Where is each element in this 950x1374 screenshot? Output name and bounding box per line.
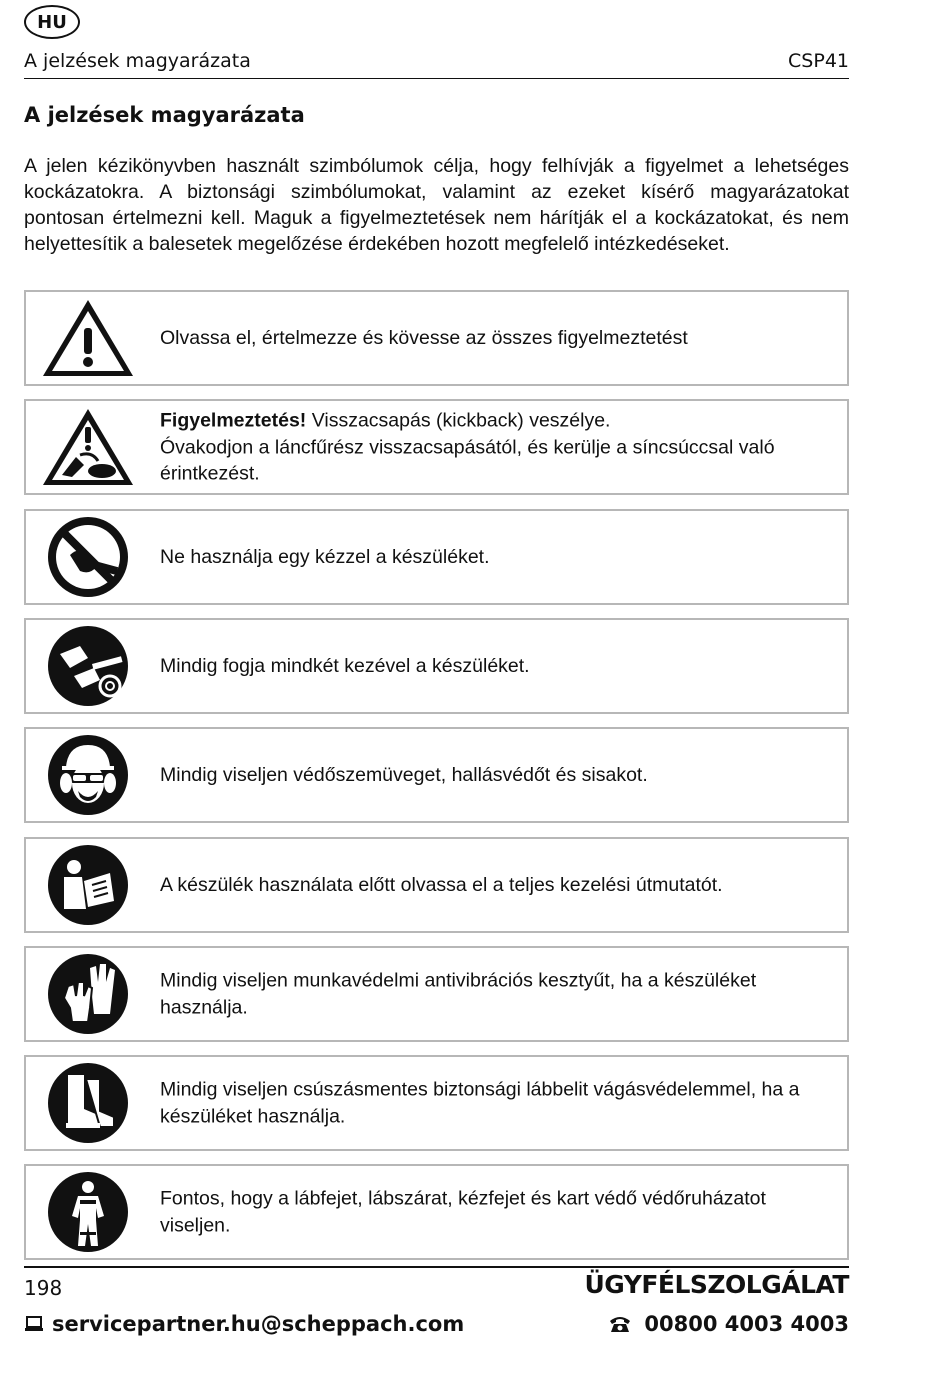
symbol-row bbox=[24, 727, 849, 823]
head-protection-icon bbox=[40, 733, 136, 817]
warning-triangle-icon bbox=[40, 296, 136, 380]
symbol-row bbox=[24, 946, 849, 1042]
symbol-row bbox=[24, 1055, 849, 1151]
symbol-row bbox=[24, 290, 849, 386]
symbol-text: Mindig viseljen védőszemüveget, hallásvédőt és sisakot. bbox=[160, 763, 648, 786]
header-title: A jelzések magyarázata bbox=[24, 50, 251, 72]
symbol-row bbox=[24, 1164, 849, 1260]
kickback-warning-icon bbox=[40, 405, 136, 489]
symbol-text-part: Visszacsapás (kickback) veszélye. bbox=[306, 409, 611, 432]
symbol-text: Mindig viseljen munkavédelmi antivibrációs kesztyűt, ha a készüléket használja. bbox=[160, 969, 757, 1018]
footer-divider bbox=[24, 1266, 849, 1268]
symbol-text: Fontos, hogy a lábfejet, lábszárat, kézfejet és kart védő védőruházatot viseljen. bbox=[160, 1187, 766, 1236]
email-contact bbox=[24, 1312, 464, 1336]
service-heading: ÜGYFÉLSZOLGÁLAT bbox=[584, 1270, 849, 1299]
protective-clothing-icon bbox=[40, 1170, 136, 1254]
symbol-text: A készülék használata előtt olvassa el a teljes kezelési útmutatót. bbox=[160, 873, 723, 896]
laptop-icon bbox=[24, 1316, 44, 1332]
two-hands-icon bbox=[40, 624, 136, 708]
intro-paragraph: A jelen kézikönyvben használt szimbólumok célja, hogy felhívják a figyelmet a lehetséges kockázatokra. A biztonsági szimbólumokat, valamint az ezeket kísérő magyarázatokat pontosan értelmezni kell. Maguk a figyelmeztetések nem hárítják el a kockázatokat, és nem helyettesítik a balesetek megelőzése érdekében hozott megfelelő intézkedéseket. bbox=[24, 155, 849, 255]
language-badge: HU bbox=[24, 5, 80, 39]
page-number: 198 bbox=[24, 1276, 63, 1300]
symbol-bold-label: Figyelmeztetés! bbox=[160, 409, 307, 432]
phone-contact bbox=[608, 1312, 849, 1336]
symbol-text-part: Óvakodjon a láncfűrész visszacsapásától, és kerülje a síncsúccsal való érintkezést. bbox=[160, 435, 775, 485]
symbol-text: Ne használja egy kézzel a készüléket. bbox=[160, 545, 490, 568]
symbol-text: Mindig viseljen csúszásmentes biztonsági lábbelit vágásvédelemmel, ha a készüléket használja. bbox=[160, 1078, 800, 1127]
phone-icon bbox=[608, 1315, 632, 1333]
read-manual-icon bbox=[40, 843, 136, 927]
symbol-row bbox=[24, 509, 849, 605]
symbol-row bbox=[24, 618, 849, 714]
symbol-row bbox=[24, 837, 849, 933]
phone-number[interactable]: 00800 4003 4003 bbox=[644, 1312, 849, 1336]
gloves-icon bbox=[40, 952, 136, 1036]
email-link[interactable]: servicepartner.hu@scheppach.com bbox=[52, 1312, 465, 1336]
symbol-row bbox=[24, 399, 849, 495]
symbol-text: Olvassa el, értelmezze és kövesse az összes figyelmeztetést bbox=[160, 326, 688, 349]
no-one-hand-use-icon bbox=[40, 515, 136, 599]
header-divider bbox=[24, 78, 849, 79]
safety-boots-icon bbox=[40, 1061, 136, 1145]
section-title: A jelzések magyarázata bbox=[24, 103, 305, 127]
symbol-text bbox=[160, 407, 837, 487]
symbol-text: Mindig fogja mindkét kezével a készüléket. bbox=[160, 654, 530, 677]
header-model: CSP41 bbox=[788, 50, 849, 72]
